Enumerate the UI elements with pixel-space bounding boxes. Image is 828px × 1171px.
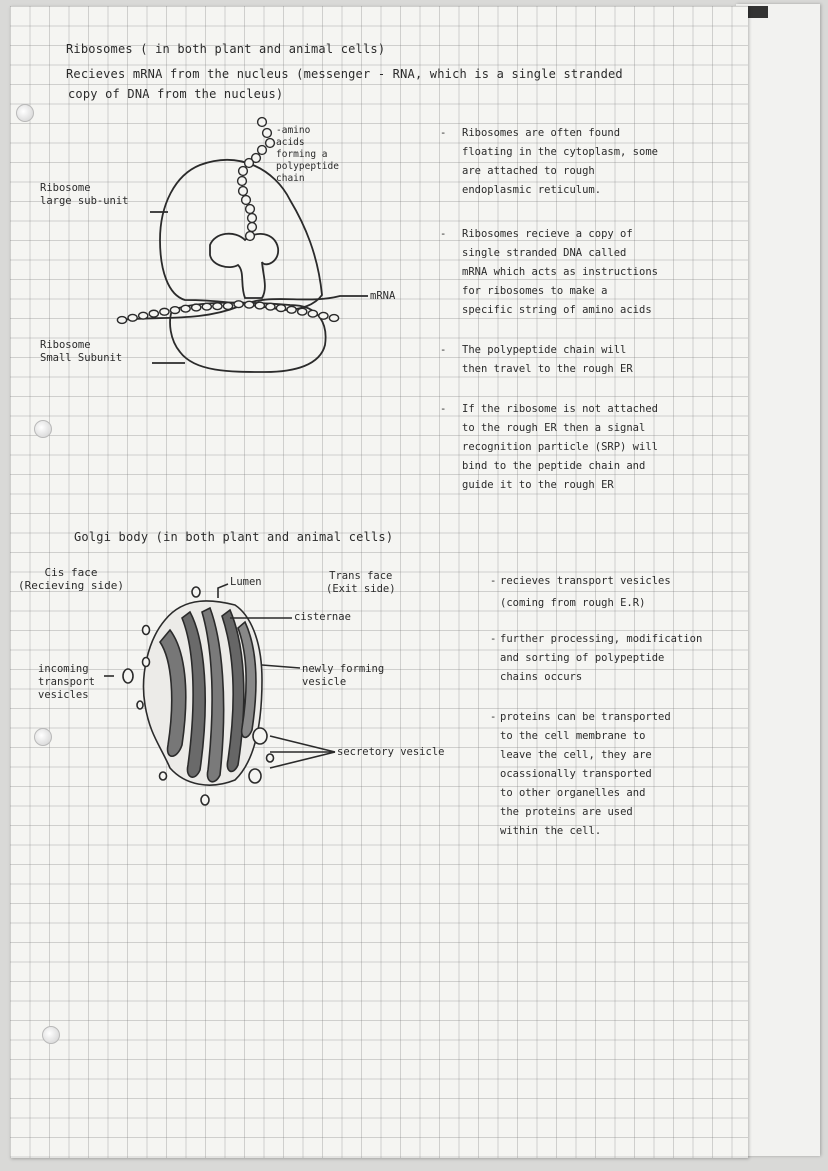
label-lumen: Lumen [230,576,262,588]
bead [223,303,232,310]
note-line: chains occurs [500,671,583,683]
note-line: recognition particle (SRP) will [462,441,658,453]
note-line: ocassionally transported [500,768,652,780]
bead [266,303,275,310]
bead [276,305,285,312]
note-line: further processing, modification [500,633,703,645]
note-line: guide it to the rough ER [462,479,614,491]
note-line: then travel to the rough ER [462,363,633,375]
leader-line [270,736,335,752]
bead [242,196,251,205]
note-line: proteins can be transported [500,711,671,723]
note-line: specific string of amino acids [462,304,652,316]
bead [245,301,254,308]
bead [128,314,137,321]
ribosomes-description-line: copy of DNA from the nucleus) [68,87,284,101]
note-bullet: - [490,711,497,723]
note-line: to the cell membrane to [500,730,646,742]
bead [239,187,248,196]
bead [255,302,264,309]
note-line: The polypeptide chain will [462,344,627,356]
bead [248,223,257,232]
note-bullet: - [440,228,447,240]
bead [319,312,328,319]
bead [192,304,201,311]
bead [248,214,257,223]
label-incoming-transport-vesicles: incoming transport vesicles [38,663,95,701]
bead [170,307,179,314]
leader-line [262,665,300,668]
bead [287,306,296,313]
golgi-title: Golgi body (in both plant and animal cells) [74,530,394,544]
bead [245,159,254,168]
bead [308,310,317,317]
bead [238,177,247,186]
vesicle [137,701,143,709]
note-line: If the ribosome is not attached [462,403,658,415]
bead [258,146,267,155]
note-line: within the cell. [500,825,602,837]
vesicle [249,769,261,783]
note-bullet: - [490,633,497,645]
bead [160,308,169,315]
note-line: (coming from rough E.R) [500,597,646,609]
ribosome-channel [210,234,278,298]
vesicle [201,795,209,805]
amino-acid-chain [238,118,275,241]
bead [181,305,190,312]
note-line: the proteins are used [500,806,633,818]
vesicle [143,626,150,635]
bead [246,232,255,241]
note-line: to the rough ER then a signal [462,422,646,434]
note-bullet: - [440,344,447,356]
ribosomes-title: Ribosomes ( in both plant and animal cells) [66,42,386,56]
label-ribosome-small-subunit: Ribosome Small Subunit [40,339,123,364]
note-line: mRNA which acts as instructions [462,266,658,278]
note-line: and sorting of polypeptide [500,652,665,664]
bead [298,308,307,315]
bead [139,312,148,319]
vesicle [267,754,274,762]
bead [239,167,248,176]
note-bullet: - [490,575,497,587]
bead [246,205,255,214]
bead [117,317,126,324]
note-line: recieves transport vesicles [500,575,671,587]
vesicle [143,658,150,667]
bead [149,310,158,317]
note-line: are attached to rough [462,165,595,177]
note-line: single stranded DNA called [462,247,627,259]
note-line: endoplasmic reticulum. [462,184,602,196]
vesicle [123,669,133,683]
bead [202,303,211,310]
bead [263,129,272,138]
leader-line [218,584,228,598]
vesicle [253,728,267,744]
note-bullet: - [440,403,447,415]
label-ribosome-large-subunit: Ribosome large sub-unit [40,182,129,207]
note-line: Ribosomes are often found [462,127,621,139]
label-trans-face: Trans face (Exit side) [326,570,396,595]
vesicle [160,772,167,780]
label-cis-face: Cis face (Recieving side) [18,566,124,592]
note-line: leave the cell, they are [500,749,652,761]
note-line: floating in the cytoplasm, some [462,146,658,158]
bead [329,315,338,322]
bead [213,303,222,310]
note-line: Ribosomes recieve a copy of [462,228,633,240]
note-line: to other organelles and [500,787,646,799]
note-line: for ribosomes to make a [462,285,608,297]
label-amino-acids: -amino acids forming a polypeptide chain [276,125,339,184]
leader-line [270,752,335,768]
label-secretory-vesicle: secretory vesicle [337,746,445,758]
bead [266,139,275,148]
ribosomes-description-line: Recieves mRNA from the nucleus (messenger - RNA, which is a single stranded [66,67,623,81]
mrna-beads [117,301,338,324]
vesicle [192,587,200,597]
note-line: bind to the peptide chain and [462,460,646,472]
label-newly-forming-vesicle: newly forming vesicle [302,663,385,688]
note-bullet: - [440,127,447,139]
bead [258,118,267,127]
label-mrna: mRNA [370,290,396,302]
bead [234,301,243,308]
label-cisternae: cisternae [294,611,351,623]
